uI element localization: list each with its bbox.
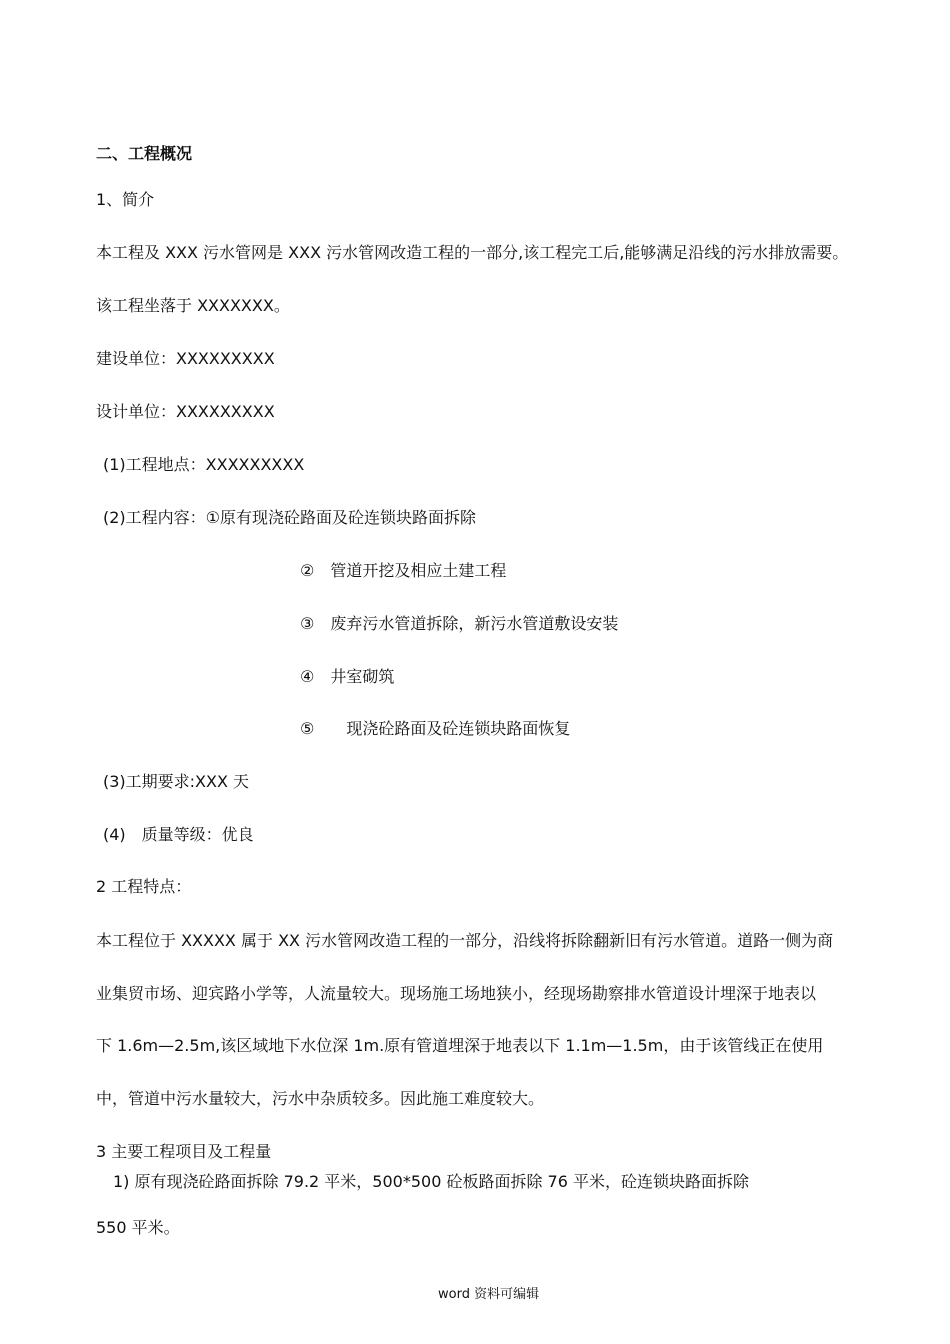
builder-line: 建设单位：XXXXXXXXX: [96, 349, 275, 368]
features-line: 中，管道中污水量较大，污水中杂质较多。因此施工难度较大。: [96, 1089, 545, 1108]
content-subitem: ⑤ 现浇砼路面及砼连锁块路面恢复: [300, 719, 571, 738]
intro-title: 1、简介: [96, 190, 155, 209]
content-subitem: ④ 井室砌筑: [300, 667, 395, 686]
quantities-item: 1) 原有现浇砼路面拆除 79.2 平米，500*500 砼板路面拆除 76 平米，砼连锁块路面拆除: [113, 1172, 750, 1191]
quantities-title: 3 主要工程项目及工程量: [96, 1142, 272, 1161]
features-title: 2 工程特点：: [96, 877, 192, 896]
features-line: 业集贸市场、迎宾路小学等，人流量较大。现场施工场地狭小，经现场勘察排水管道设计埋深于地表以: [96, 984, 817, 1003]
designer-line: 设计单位：XXXXXXXXX: [96, 402, 275, 421]
item-content: (2)工程内容：①原有现浇砼路面及砼连锁块路面拆除: [103, 508, 477, 527]
features-line: 本工程位于 XXXXX 属于 XX 污水管网改造工程的一部分，沿线将拆除翻新旧有污水管道。道路一侧为商: [96, 931, 834, 950]
content-subitem: ② 管道开挖及相应土建工程: [300, 561, 507, 580]
item-location: (1)工程地点：XXXXXXXXX: [103, 455, 305, 474]
item-quality: (4) 质量等级：优良: [103, 825, 254, 844]
quantities-item-continued: 550 平米。: [96, 1218, 180, 1237]
item-schedule: (3)工期要求:XXX 天: [103, 772, 250, 791]
features-line: 下 1.6m—2.5m,该区域地下水位深 1m.原有管道埋深于地表以下 1.1m—1.5m，由于该管线正在使用: [96, 1036, 824, 1055]
page-footer: word 资料可编辑: [438, 1287, 540, 1302]
location-line: 该工程坐落于 XXXXXXX。: [96, 296, 290, 315]
section-heading: 二、工程概况: [96, 144, 193, 163]
content-subitem: ③ 废弃污水管道拆除，新污水管道敷设安装: [300, 614, 619, 633]
intro-paragraph: 本工程及 XXX 污水管网是 XXX 污水管网改造工程的一部分,该工程完工后,能够满足沿线的污水排放需要。: [96, 243, 849, 262]
